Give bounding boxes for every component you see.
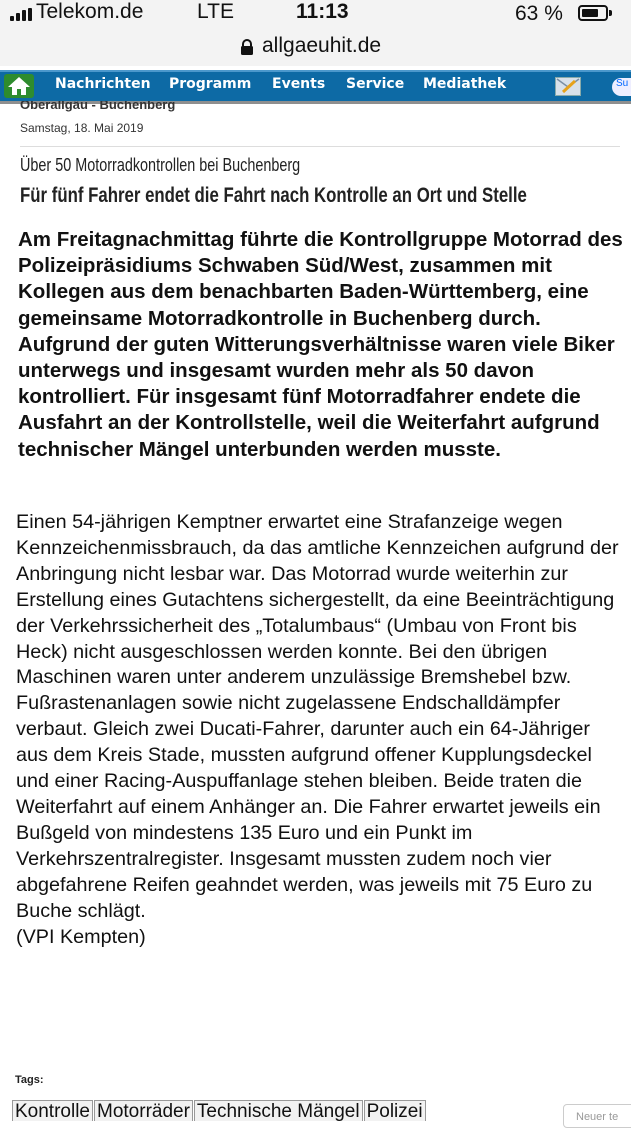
article-date: Samstag, 18. Mai 2019 — [20, 121, 144, 135]
divider — [20, 146, 620, 147]
site-nav — [0, 70, 631, 101]
battery-icon — [578, 5, 608, 21]
address-bar[interactable] — [0, 30, 631, 66]
lock-icon — [240, 39, 254, 55]
carrier-name: Telekom.de — [36, 0, 144, 23]
newer-article-button[interactable]: Neuer te — [563, 1104, 631, 1128]
tag-polizei[interactable]: Polizei — [364, 1100, 426, 1121]
url-text[interactable]: allgaeuhit.de — [262, 34, 382, 57]
tags-label: Tags: — [15, 1074, 44, 1086]
mail-icon[interactable] — [555, 77, 581, 96]
article-body — [16, 510, 626, 950]
article-headline: Für fünf Fahrer endet die Fahrt nach Kontrolle an Ort und Stelle — [20, 184, 527, 207]
nav-item-service[interactable]: Service — [346, 76, 405, 92]
article-lead: Am Freitagnachmittag führte die Kontrollgruppe Motorrad des Polizeipräsidiums Schwaben Süd/West, zusammen mit Kollegen aus dem benachbarten Baden-Württemberg, eine gemeinsame Motorradkontrolle in Buchenberg durch. Aufgrund der guten Witterungsverhältnisse waren viele Biker unterwegs und insgesamt wurden mehr als 50 davon kontrolliert. Für insgesamt fünf Motorradfahrer endete die Ausfahrt an der Kontrollstelle, weil die Weiterfahrt aufgrund technischer Mängel unterbunden werden musste. — [18, 228, 623, 461]
home-button[interactable] — [4, 74, 34, 98]
article-category[interactable]: Oberallgäu - Buchenberg — [20, 101, 176, 112]
network-type: LTE — [197, 0, 234, 23]
article-kicker: Über 50 Motorradkontrollen bei Buchenberg — [20, 155, 301, 175]
article-body-text: Einen 54-jährigen Kemptner erwartet eine Strafanzeige wegen Kennzeichenmissbrauch, da das amtliche Kennzeichen aufgrund der Anbringung nicht lesbar war. Das Motorrad wurde weiterhin zur Erstellung eines Gutachtens sichergestellt, da eine Beeinträchtigung der Verkehrssicherheit des „Totalumbaus“ (Umbau von Front bis Heck) nicht ausgeschlossen werden konnte. Bei den übrigen Maschinen waren unter anderem unzulässige Bremshebel bzw. Fußrastenanlagen sowie nicht zugelassene Endschalldämpfer verbaut. Gleich zwei Ducati-Fahrer, darunter auch ein 64-Jähriger aus dem Kreis Stade, mussten aufgrund offener Kupplungsdeckel und einer Racing-Auspuffanlage stehen bleiben. Beide traten die Weiterfahrt auf einem Anhänger an. Die Fahrer erwartet jeweils ein Bußgeld von mindestens 135 Euro und ein Punkt im Verkehrszentralregister. Insgesamt mussten zudem noch vier abgefahrene Reifen geahndet werden, was jeweils mit 75 Euro zu Buche schlägt. — [16, 511, 619, 922]
article-source: (VPI Kempten) — [16, 925, 146, 948]
nav-item-programm[interactable]: Programm — [169, 76, 252, 92]
tag-list — [12, 1100, 427, 1121]
home-icon — [4, 74, 34, 98]
tag-technische-maengel[interactable]: Technische Mängel — [194, 1100, 363, 1121]
battery-percent: 63 % — [515, 2, 563, 25]
nav-item-events[interactable]: Events — [272, 76, 326, 92]
clock: 11:13 — [296, 0, 349, 23]
tag-motorraeder[interactable]: Motorräder — [94, 1100, 193, 1121]
nav-item-mediathek[interactable]: Mediathek — [423, 76, 507, 92]
ios-status-bar — [0, 0, 631, 30]
nav-item-nachrichten[interactable]: Nachrichten — [55, 76, 151, 92]
search-input[interactable]: Su — [612, 78, 631, 96]
tag-kontrolle[interactable]: Kontrolle — [12, 1100, 93, 1121]
